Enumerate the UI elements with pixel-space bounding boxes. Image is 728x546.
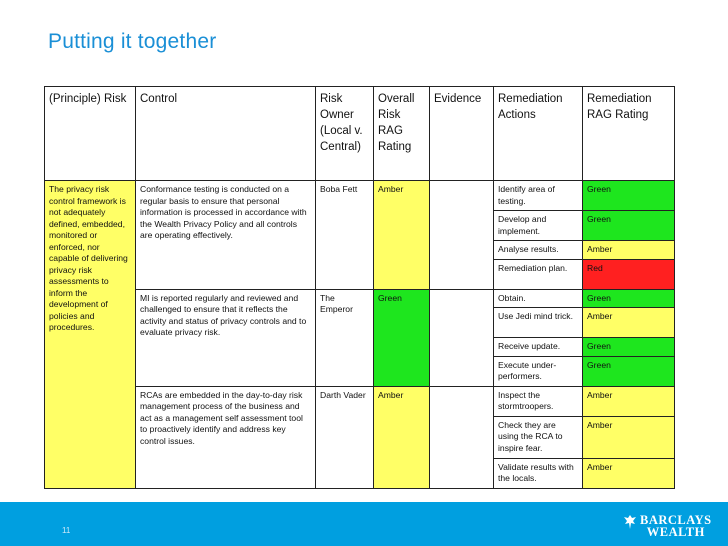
action-cell: Check they are using the RCA to inspire fear. (494, 416, 583, 458)
header-evidence: Evidence (430, 87, 494, 181)
header-remediation-actions: Remediation Actions (494, 87, 583, 181)
table-row (45, 181, 675, 211)
evidence-cell (430, 289, 494, 386)
overall-rag-cell: Green (374, 289, 430, 386)
remediation-rag-cell: Green (583, 289, 675, 308)
remediation-rag-cell: Amber (583, 308, 675, 338)
action-cell: Remediation plan. (494, 259, 583, 289)
remediation-rag-cell: Green (583, 181, 675, 211)
page-number: 11 (62, 526, 71, 535)
barclays-wealth-logo (640, 514, 712, 538)
header-risk: (Principle) Risk (45, 87, 136, 181)
risk-cell: The privacy risk control framework is not adequately defined, embedded, monitored or enforced, nor capable of delivering privacy risk assessments to inform the development of policies and procedures. (45, 181, 136, 489)
header-control: Control (136, 87, 316, 181)
action-cell: Receive update. (494, 338, 583, 357)
owner-cell: The Emperor (316, 289, 374, 386)
brand-line-2: WEALTH (646, 525, 705, 539)
action-cell: Identify area of testing. (494, 181, 583, 211)
remediation-rag-cell: Green (583, 356, 675, 386)
control-cell: RCAs are embedded in the day-to-day risk management process of the business and act as a management self assessment tool to proactively identify and address key control issues. (136, 386, 316, 488)
remediation-rag-cell: Green (583, 338, 675, 357)
control-cell: MI is reported regularly and reviewed and challenged to ensure that it reflects the activity and status of privacy controls and to evaluate privacy risk. (136, 289, 316, 386)
evidence-cell (430, 181, 494, 290)
footer-bar (0, 502, 728, 546)
control-cell: Conformance testing is conducted on a regular basis to ensure that personal information is processed in accordance with the Wealth Privacy Policy and all controls are operating effectively. (136, 181, 316, 290)
evidence-cell (430, 386, 494, 488)
action-cell: Analyse results. (494, 241, 583, 260)
action-cell: Inspect the stormtroopers. (494, 386, 583, 416)
remediation-rag-cell: Amber (583, 416, 675, 458)
remediation-rag-cell: Amber (583, 458, 675, 488)
table-row (45, 289, 675, 308)
action-cell: Validate results with the locals. (494, 458, 583, 488)
action-cell: Execute under-performers. (494, 356, 583, 386)
rag-table (44, 86, 675, 489)
action-cell: Obtain. (494, 289, 583, 308)
overall-rag-cell: Amber (374, 181, 430, 290)
remediation-rag-cell: Green (583, 211, 675, 241)
table-row (45, 386, 675, 416)
table-header-row (45, 87, 675, 181)
eagle-icon (624, 515, 636, 529)
slide-title: Putting it together (48, 30, 217, 53)
owner-cell: Boba Fett (316, 181, 374, 290)
overall-rag-cell: Amber (374, 386, 430, 488)
action-cell: Develop and implement. (494, 211, 583, 241)
remediation-rag-cell: Amber (583, 386, 675, 416)
remediation-rag-cell: Amber (583, 241, 675, 260)
header-remediation-rag: Remediation RAG Rating (583, 87, 675, 181)
remediation-rag-cell: Red (583, 259, 675, 289)
owner-cell: Darth Vader (316, 386, 374, 488)
header-risk-owner: Risk Owner (Local v. Central) (316, 87, 374, 181)
action-cell: Use Jedi mind trick. (494, 308, 583, 338)
brand-line-1: BARCLAYS (640, 513, 712, 527)
header-overall-rag: Overall Risk RAG Rating (374, 87, 430, 181)
